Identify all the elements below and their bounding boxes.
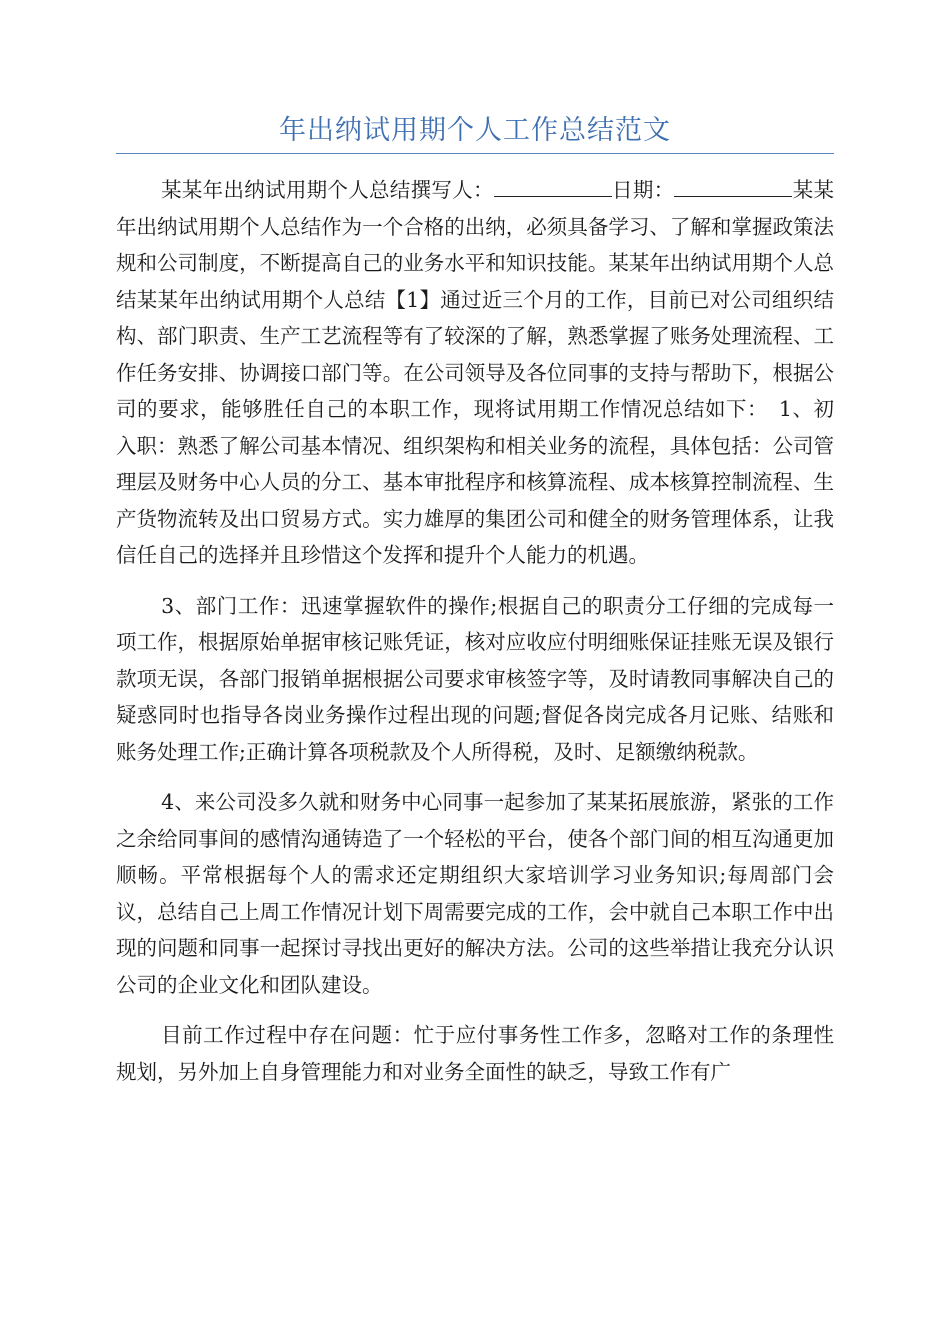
document-title: 年出纳试用期个人工作总结范文 [279, 115, 671, 146]
title-underline [116, 153, 834, 154]
author-blank [494, 174, 612, 197]
paragraph-2: 3、部门工作：迅速掌握软件的操作;根据自己的职责分工仔细的完成每一项工作，根据原始单据审核记账凭证，核对应收应付明细账保证挂账无误及银行款项无误，各部门报销单据根据公司要求审核签字等，及时请教同事解决自己的疑惑同时也指导各岗业务操作过程出现的问题;督促各岗完成各月记账、结账和账务处理工作;正确计算各项税款及个人所得税，及时、足额缴纳税款。 [116, 593, 834, 764]
paragraph-1 [116, 172, 834, 574]
paragraph-3: 4、来公司没多久就和财务中心同事一起参加了某某拓展旅游，紧张的工作之余给同事间的感情沟通铸造了一个轻松的平台，使各个部门间的相互沟通更加顺畅。平常根据每个人的需求还定期组织大家培训学习业务知识;每周部门会议，总结自己上周工作情况计划下周需要完成的工作，会中就自己本职工作中出现的问题和同事一起探讨寻找出更好的解决方法。公司的这些举措让我充分认识公司的企业文化和团队建设。 [116, 790, 834, 997]
date-blank [674, 174, 792, 197]
paragraph-4: 目前工作过程中存在问题：忙于应付事务性工作多，忽略对工作的条理性规划，另外加上自身管理能力和对业务全面性的缺乏，导致工作有广 [116, 1023, 834, 1084]
paragraph-1-text: 某某年出纳试用期个人总结作为一个合格的出纳，必须具备学习、了解和掌握政策法规和公司制度，不断提高自己的业务水平和知识技能。某某年出纳试用期个人总结某某年出纳试用期个人总结【1】通过近三个月的工作，目前已对公司组织结构、部门职责、生产工艺流程等有了较深的了解，熟悉掌握了账务处理流程、工作任务安排、协调接口部门等。在公司领导及各位同事的支持与帮助下，根据公司的要求，能够胜任自己的本职工作，现将试用期工作情况总结如下： 1、初入职：熟悉了解公司基本情况、组织架构和相关业务的流程，具体包括：公司管理层及财务中心人员的分工、基本审批程序和核算流程、成本核算控制流程、生产货物流转及出口贸易方式。实力雄厚的集团公司和健全的财务管理体系，让我信任自己的选择并且珍惜这个发挥和提升个人能力的机遇。 [116, 178, 835, 567]
date-label: 日期： [611, 178, 675, 202]
author-label: 某某年出纳试用期个人总结撰写人： [161, 178, 494, 202]
document-body [116, 172, 834, 1104]
